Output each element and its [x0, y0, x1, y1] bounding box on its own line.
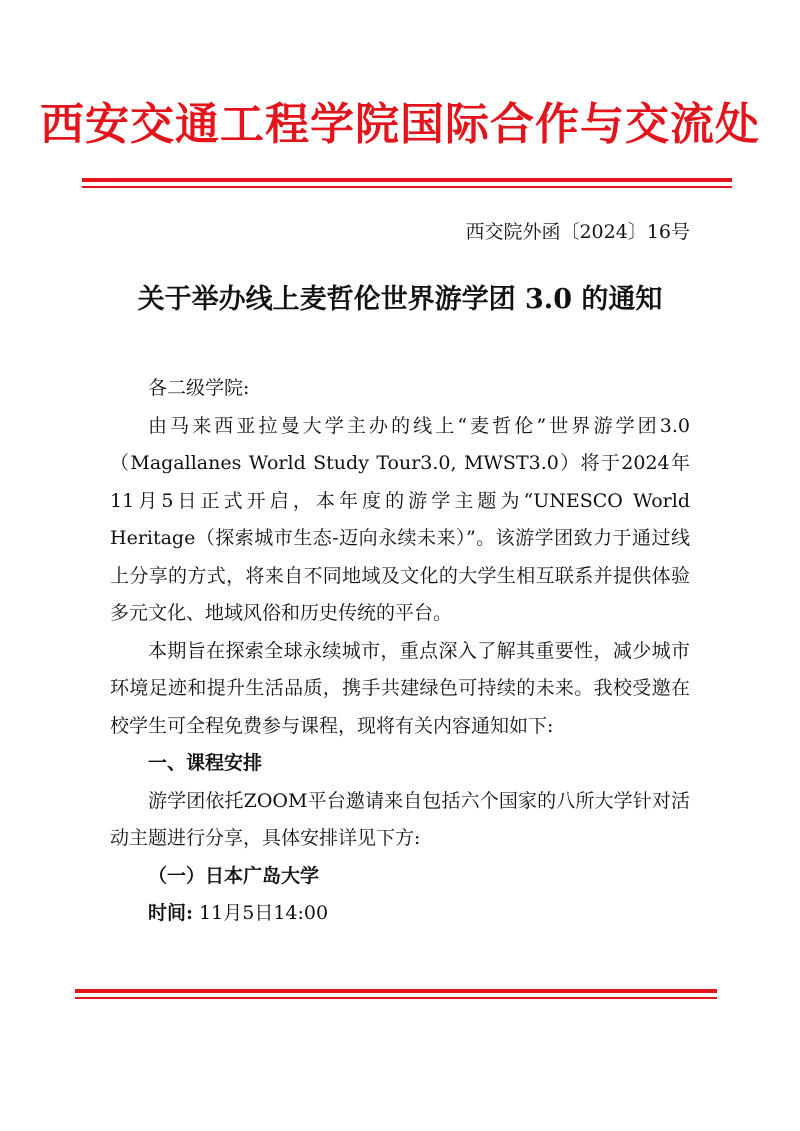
paragraph-platform: 游学团依托ZOOM平台邀请来自包括六个国家的八所大学针对活动主题进行分享，具体安排详见下方:	[110, 789, 690, 849]
section-heading-course-schedule: 一、课程安排	[148, 752, 263, 774]
header-rule-thick	[82, 178, 732, 182]
footer-rule-thin	[75, 997, 717, 999]
subsection-heading-hiroshima: （一）日本广岛大学	[148, 864, 320, 887]
document-body	[110, 370, 690, 933]
org-header-title: 西安交通工程学院国际合作与交流处	[40, 99, 760, 150]
salutation: 各二级学院:	[148, 377, 250, 399]
paragraph-purpose: 本期旨在探索全球永续城市，重点深入了解其重要性，减少城市环境足迹和提升生活品质，携手共建绿色可持续的未来。我校受邀在校学生可全程免费参与课程，现将有关内容通知如下:	[110, 639, 690, 737]
time-value: 11月5日14:00	[193, 902, 329, 924]
header-rule-thin	[82, 186, 732, 188]
time-label: 时间:	[148, 902, 194, 924]
notice-title: 关于举办线上麦哲伦世界游学团 3.0 的通知	[137, 284, 663, 315]
time-line	[110, 895, 690, 933]
footer-rule-thick	[75, 989, 717, 993]
paragraph-intro: 由马来西亚拉曼大学主办的线上“麦哲伦”世界游学团3.0（Magallanes World Study Tour3.0, MWST3.0）将于2024年11月5日正式开启，本年度的游学主题为“UNESCO World Heritage（探索城市生态-迈向永续未来）”。该游学团致力于通过线上分享的方式，将来自不同地域及文化的大学生相互联系并提供体验多元文化、地域风俗和历史传统的平台。	[110, 414, 690, 624]
document-number: 西交院外函〔2024〕16号	[465, 221, 690, 243]
